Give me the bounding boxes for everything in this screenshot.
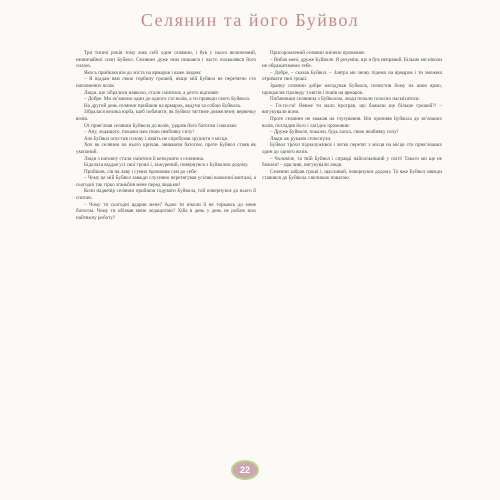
paragraph: Хоч як селянин на нього кричав, звиваючи батогом, проте Буйвол стояв як укопаний. — [76, 142, 256, 155]
story-title: Селянин та його Буйвол — [140, 10, 360, 30]
paragraph: – Чому це мій Буйвол завжди слухняно перетягував усілякі важкезні вантажі, а сьогодні так гірко зганьбив мене перед людьми! — [76, 175, 256, 188]
page-number-badge: 22 — [233, 462, 257, 478]
right-text-column — [262, 50, 442, 182]
paragraph: Зранку селянин добре нагодував Буйвола, почистив йому на шию ярмо, прикрасив гірлянду з квітів і повів на ярмарок. — [262, 82, 442, 96]
paragraph: – Я віддам вам свою торбину грошей, якщо мій Буйвол не перетягне сто наповнених возів. — [76, 76, 256, 89]
paragraph: – Добре. Ми зв’яжемо один до одного сто возів, а ти приведи свого Буйвола. — [84, 96, 251, 103]
paragraph: Три тисячі років тому жив собі один селянин, і був у нього величезний, незвичайної сили Буйвол. Селянин дуже ним пишався і часто похвалявся його силою. — [76, 50, 256, 70]
paragraph: Люди аж руками сплеснули. — [270, 135, 332, 142]
paragraph: Бідолаха віддав усі свої гроші і, зажурений, повернувся з Буйволом додому. — [84, 162, 249, 169]
paragraph: Але Буйвол опустив голову і навіть не спробував зрушити з місця. — [84, 135, 229, 142]
paragraph: Побачивши селянина з Буйволом, люди почали голосно насміхатися: — [270, 96, 420, 103]
paragraph: На другий день селянин прийшов на ярмарок, ведучи за собою Буйвола. — [84, 102, 242, 109]
paragraph: Буйвол трохи підналужився і легко перетяг з місця на місце сто прив’язаних один до одного возів. — [262, 142, 442, 155]
paragraph: – Чому ти сьогодні вдарив мене? Адже ти ніколи й не торкавсь до мене батогом. Чому ти обізвав мене ледащогою? Хіба я день у день не роблю всю найтяжчу роботу? — [76, 201, 256, 221]
paragraph: Коли надвечір селянин прийшов годувати Буйвола, той повернувся до нього й спитав: — [76, 188, 256, 202]
paragraph: – Добре, – сказав Буйвол. – Завтра ми знову підемо на ярмарок і ти зможеш отримати свої гроші. — [262, 69, 442, 83]
paragraph: Присоромлений селянин знічено промовив: — [270, 50, 366, 56]
paragraph: – Чоловіче, та твій Буйвол і справді найсильніший у світі! Такого ми ще не бачили! – щасливі, вигукували люди. — [262, 155, 442, 169]
paragraph: Селянин забрав гроші і, щасливий, повернувся додому. То вже Буйвол завжди ставився до Буйвола з великою повагою. — [262, 168, 442, 182]
paragraph: – Ану, ледащого, покажи нам свою неабияку силу! — [84, 129, 195, 136]
paragraph: – Ги-ги-ги! Невже ти мало програв, що бажаєш ще більше грошей?! – вигукували вони. — [262, 102, 442, 116]
left-text-column — [76, 50, 256, 221]
paragraph: От прив’язав селянин Буйвола до возів, ударив його батогом і наказав: — [84, 122, 238, 129]
paragraph: Прийшов, сів на лаву і сумно промовив сам до себе: — [84, 168, 198, 175]
paragraph: Люди, що зібралися навколо, стали сміятися, а дехто відповів: — [84, 89, 220, 96]
paragraph: Люди з натовпу стали сміятися й кепкувати з селянина. — [84, 155, 205, 162]
paragraph: Зібралася велика юрба, щоб побачити, як Буйвол тягтиме довжелезну вервечку возів. — [76, 109, 256, 122]
paragraph: – Вибач мені, друже Буйволе. Я розумію, що я був неправий. Більше ми ніколи не ображатимемо тебе. — [262, 56, 442, 70]
paragraph: Якось прийшов він до міста на ярмарок і каже людям: — [84, 69, 202, 76]
paragraph: Проте селянин не зважав на глузування. Він припняв Буйвола до зв’язаних возів, погладив його і лагідно промовив: — [262, 115, 442, 129]
paragraph: – Друже Буйволе, покажи, будь ласка, свою неабияку силу! — [270, 129, 399, 136]
